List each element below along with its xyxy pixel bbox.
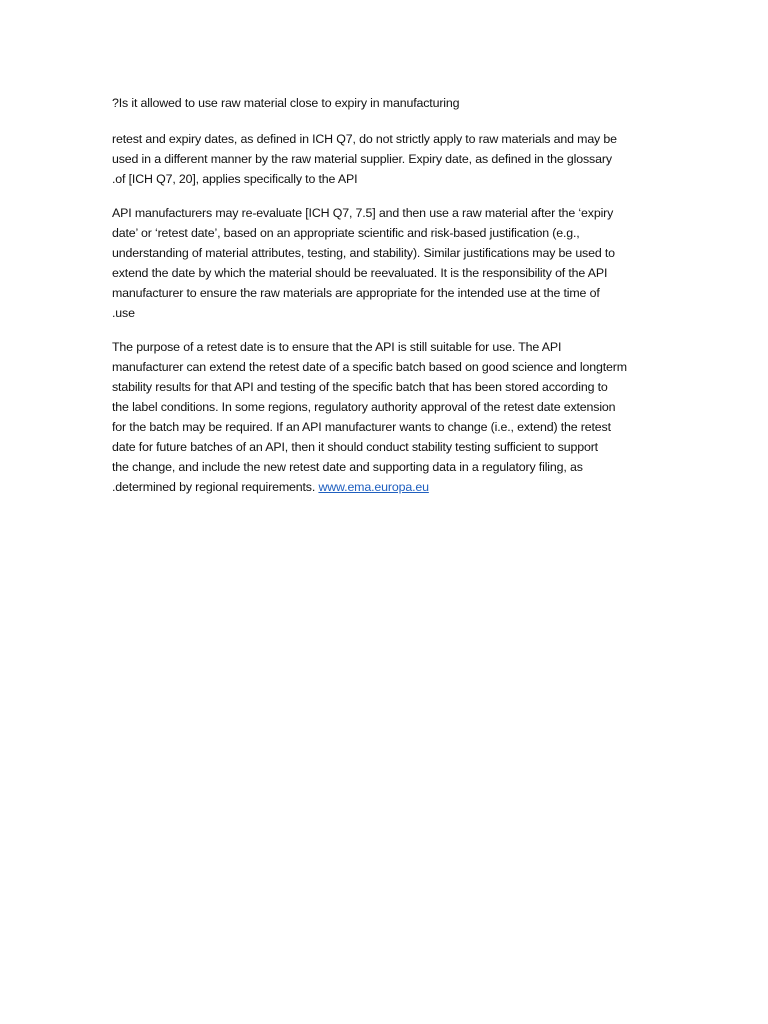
paragraph-line: manufacturer to ensure the raw materials are appropriate for the intended use at the time of [112, 286, 600, 300]
ema-website-link[interactable]: www.ema.europa.eu [318, 480, 429, 494]
paragraph-line: retest and expiry dates, as defined in ICH Q7, do not strictly apply to raw materials and may be [112, 132, 617, 146]
paragraph-line: extend the date by which the material should be reevaluated. It is the responsibility of the API [112, 266, 608, 280]
paragraph-line: date for future batches of an API, then it should conduct stability testing sufficient to support [112, 440, 598, 454]
paragraph-line: .use [112, 306, 135, 320]
document-body [112, 93, 658, 511]
paragraph-expiry-definition [112, 129, 658, 189]
paragraph-line: the change, and include the new retest date and supporting data in a regulatory filing, as [112, 460, 583, 474]
paragraph-last-line-text: .determined by regional requirements. [112, 480, 319, 494]
paragraph-line: used in a different manner by the raw material supplier. Expiry date, as defined in the glossary [112, 152, 612, 166]
paragraph-retest-purpose [112, 337, 658, 497]
paragraph-line: .of [ICH Q7, 20], applies specifically to the API [112, 172, 358, 186]
paragraph-line: for the batch may be required. If an API manufacturer wants to change (i.e., extend) the retest [112, 420, 611, 434]
paragraph-line: understanding of material attributes, testing, and stability). Similar justifications may be used to [112, 246, 615, 260]
question-text: ?Is it allowed to use raw material close to expiry in manufacturing [112, 96, 460, 110]
paragraph-last-line [112, 477, 658, 497]
paragraph-line: stability results for that API and testing of the specific batch that has been stored according to [112, 380, 608, 394]
paragraph-re-evaluation [112, 203, 658, 323]
paragraph-line: The purpose of a retest date is to ensure that the API is still suitable for use. The API [112, 340, 562, 354]
paragraph-line: manufacturer can extend the retest date of a specific batch based on good science and longterm [112, 360, 627, 374]
paragraph-line: the label conditions. In some regions, regulatory authority approval of the retest date extension [112, 400, 616, 414]
paragraph-line: API manufacturers may re-evaluate [ICH Q7, 7.5] and then use a raw material after the ‘expiry [112, 206, 614, 220]
paragraph-line: date’ or ‘retest date’, based on an appropriate scientific and risk-based justification (e.g., [112, 226, 580, 240]
question-heading [112, 93, 658, 113]
